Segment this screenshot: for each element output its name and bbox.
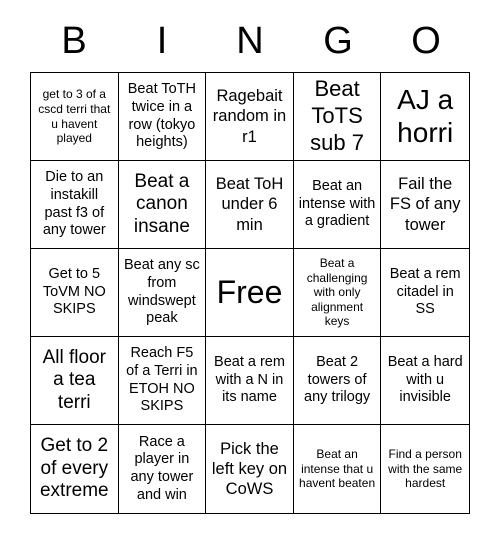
bingo-cell[interactable]: Beat an intense that u havent beaten <box>294 425 382 513</box>
bingo-cell[interactable]: Get to 5 ToVM NO SKIPS <box>31 249 119 337</box>
bingo-cell[interactable]: Beat a rem citadel in SS <box>381 249 469 337</box>
bingo-cell[interactable]: Find a person with the same hardest <box>388 447 463 491</box>
header-letter-o: O <box>411 20 441 62</box>
bingo-board <box>30 72 470 514</box>
bingo-cell[interactable]: Beat ToTS sub 7 <box>294 73 382 161</box>
bingo-cell[interactable]: AJ a horri <box>381 73 469 161</box>
bingo-cell[interactable]: Fail the FS of any tower <box>381 161 469 249</box>
bingo-cell[interactable]: Beat ToH under 6 min <box>206 161 294 249</box>
bingo-cell[interactable]: Beat a hard with u invisible <box>381 337 469 425</box>
bingo-cell[interactable]: Pick the left key on CoWS <box>206 425 294 513</box>
bingo-cell[interactable]: All floor a tea terri <box>31 337 119 425</box>
free-cell[interactable]: Free <box>206 249 294 337</box>
header-letter-i: I <box>156 20 168 62</box>
bingo-cell[interactable]: Beat an intense with a gradient <box>294 161 382 249</box>
bingo-cell[interactable]: Beat a canon insane <box>119 161 207 249</box>
bingo-cell[interactable]: Ragebait random in r1 <box>206 73 294 161</box>
header-letter-g: G <box>323 20 353 62</box>
bingo-header <box>30 0 470 72</box>
header-letter-b: B <box>61 20 87 62</box>
bingo-cell[interactable]: Race a player in any tower and win <box>119 425 207 513</box>
bingo-cell[interactable]: Get to 2 of every extreme <box>31 425 119 513</box>
bingo-cell[interactable]: Die to an instakill past f3 of any tower <box>31 161 119 249</box>
bingo-cell[interactable]: Beat a challenging with only alignment keys <box>294 249 382 337</box>
bingo-cell[interactable]: Beat a rem with a N in its name <box>206 337 294 425</box>
bingo-cell[interactable]: Beat 2 towers of any trilogy <box>294 337 382 425</box>
bingo-cell[interactable]: get to 3 of a cscd terri that u havent played <box>31 73 119 161</box>
bingo-cell[interactable]: Reach F5 of a Terri in ETOH NO SKIPS <box>119 337 207 425</box>
header-letter-n: N <box>236 20 264 62</box>
bingo-cell[interactable]: Beat ToTH twice in a row (tokyo heights) <box>119 73 207 161</box>
bingo-cell[interactable]: Beat any sc from windswept peak <box>119 249 207 337</box>
